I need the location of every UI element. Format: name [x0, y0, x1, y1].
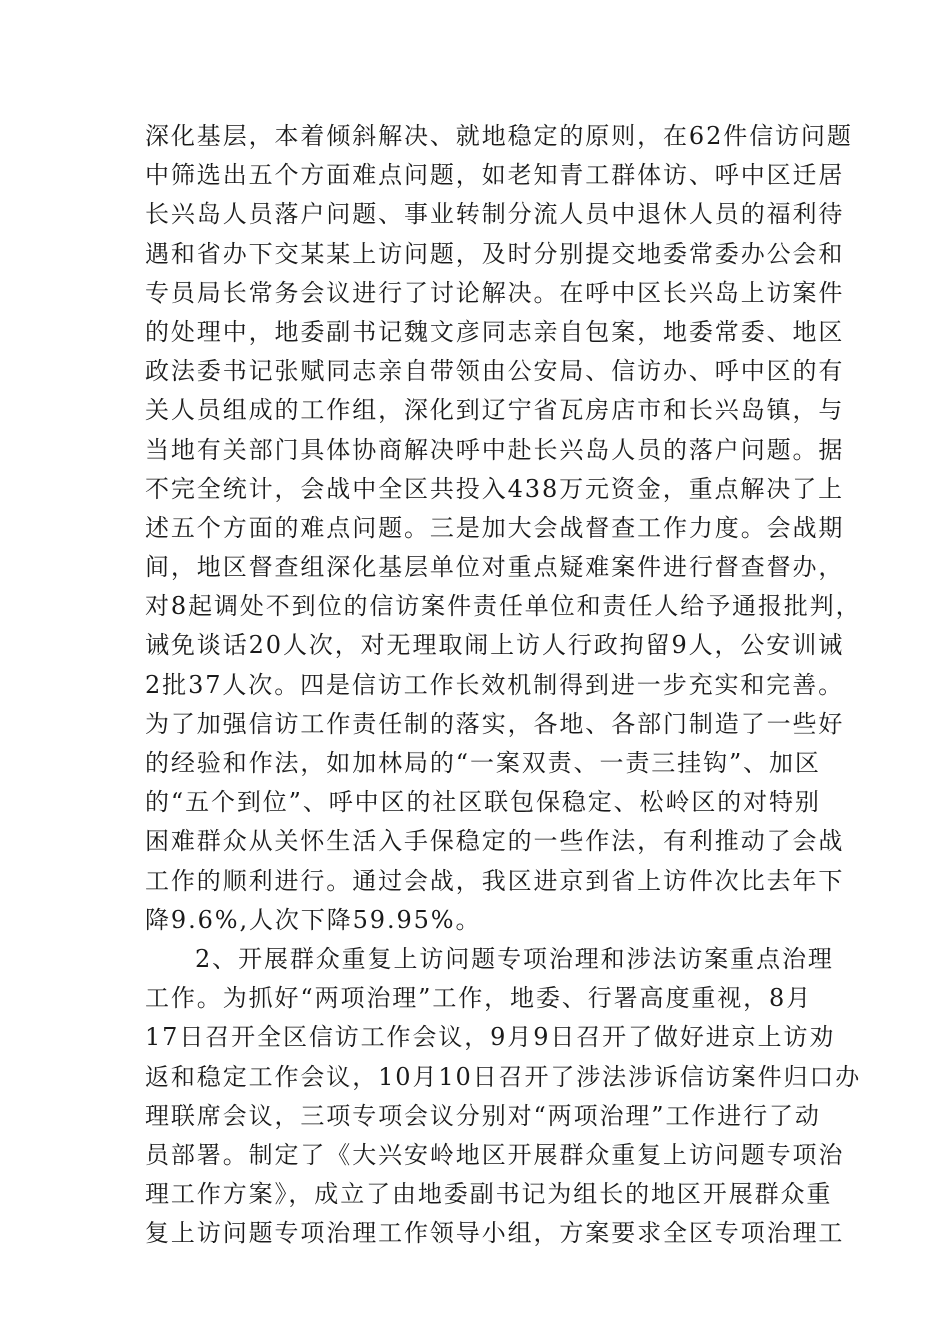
text-line: 工作的顺利进行。通过会战，我区进京到省上访件次比去年下 — [145, 866, 845, 895]
text-line: 关人员组成的工作组，深化到辽宁省瓦房店市和长兴岛镇，与 — [145, 396, 845, 425]
text-line: 的“五个到位”、呼中区的社区联包保稳定、松岭区的对特别 — [145, 788, 821, 817]
text-line: 降9.6%,人次下降59.95%。 — [145, 905, 482, 934]
text-line: 的处理中，地委副书记魏文彦同志亲自包案，地委常委、地区 — [145, 317, 845, 346]
text-line: 对8起调处不到位的信访案件责任单位和责任人给予通报批判， — [145, 592, 862, 621]
text-line: 政法委书记张赋同志亲自带领由公安局、信访办、呼中区的有 — [145, 357, 845, 386]
text-line: 深化基层，本着倾斜解决、就地稳定的原则，在62件信访问题 — [145, 122, 853, 150]
text-line: 工作。为抓好“两项治理”工作，地委、行署高度重视，8月 — [145, 984, 813, 1013]
text-line: 理工作方案》，成立了由地委副书记为组长的地区开展群众重 — [145, 1180, 833, 1209]
text-line: 复上访问题专项治理工作领导小组，方案要求全区专项治理工 — [145, 1219, 845, 1248]
text-line: 2批37人次。四是信访工作长效机制得到进一步充实和完善。 — [145, 670, 845, 699]
text-line: 理联席会议，三项专项会议分别对“两项治理”工作进行了动 — [145, 1101, 821, 1130]
body-text — [145, 117, 862, 1253]
text-line: 不完全统计，会战中全区共投入438万元资金，重点解决了上 — [145, 474, 845, 503]
text-line: 中筛选出五个方面难点问题，如老知青工群体访、呼中区迁居 — [145, 161, 845, 190]
text-line: 员部署。制定了《大兴安岭地区开展群众重复上访问题专项治 — [145, 1140, 845, 1169]
text-line: 当地有关部门具体协商解决呼中赴长兴岛人员的落户问题。据 — [145, 435, 845, 464]
text-line: 为了加强信访工作责任制的落实，各地、各部门制造了一些好 — [145, 709, 845, 738]
text-line: 返和稳定工作会议，10月10日召开了涉法涉诉信访案件归口办 — [145, 1062, 862, 1091]
text-line: 的经验和作法，如加林局的“一案双责、一责三挂钩”、加区 — [145, 749, 821, 777]
text-line: 长兴岛人员落户问题、事业转制分流人员中退休人员的福利待 — [145, 200, 845, 229]
text-line: 17日召开全区信访工作会议，9月9日召开了做好进京上访劝 — [145, 1023, 836, 1052]
paragraph-start-line: 2、开展群众重复上访问题专项治理和涉法访案重点治理 — [195, 944, 834, 973]
text-line: 专员局长常务会议进行了讨论解决。在呼中区长兴岛上访案件 — [145, 278, 845, 307]
text-line: 诫免谈话20人次，对无理取闹上访人行政拘留9人，公安训诫 — [145, 631, 845, 660]
text-line: 遇和省办下交某某上访问题，及时分别提交地委常委办公会和 — [145, 239, 845, 268]
text-line: 述五个方面的难点问题。三是加大会战督查工作力度。会战期 — [145, 513, 845, 542]
text-line: 困难群众从关怀生活入手保稳定的一些作法，有利推动了会战 — [145, 827, 845, 856]
text-line: 间，地区督查组深化基层单位对重点疑难案件进行督查督办， — [145, 553, 845, 582]
